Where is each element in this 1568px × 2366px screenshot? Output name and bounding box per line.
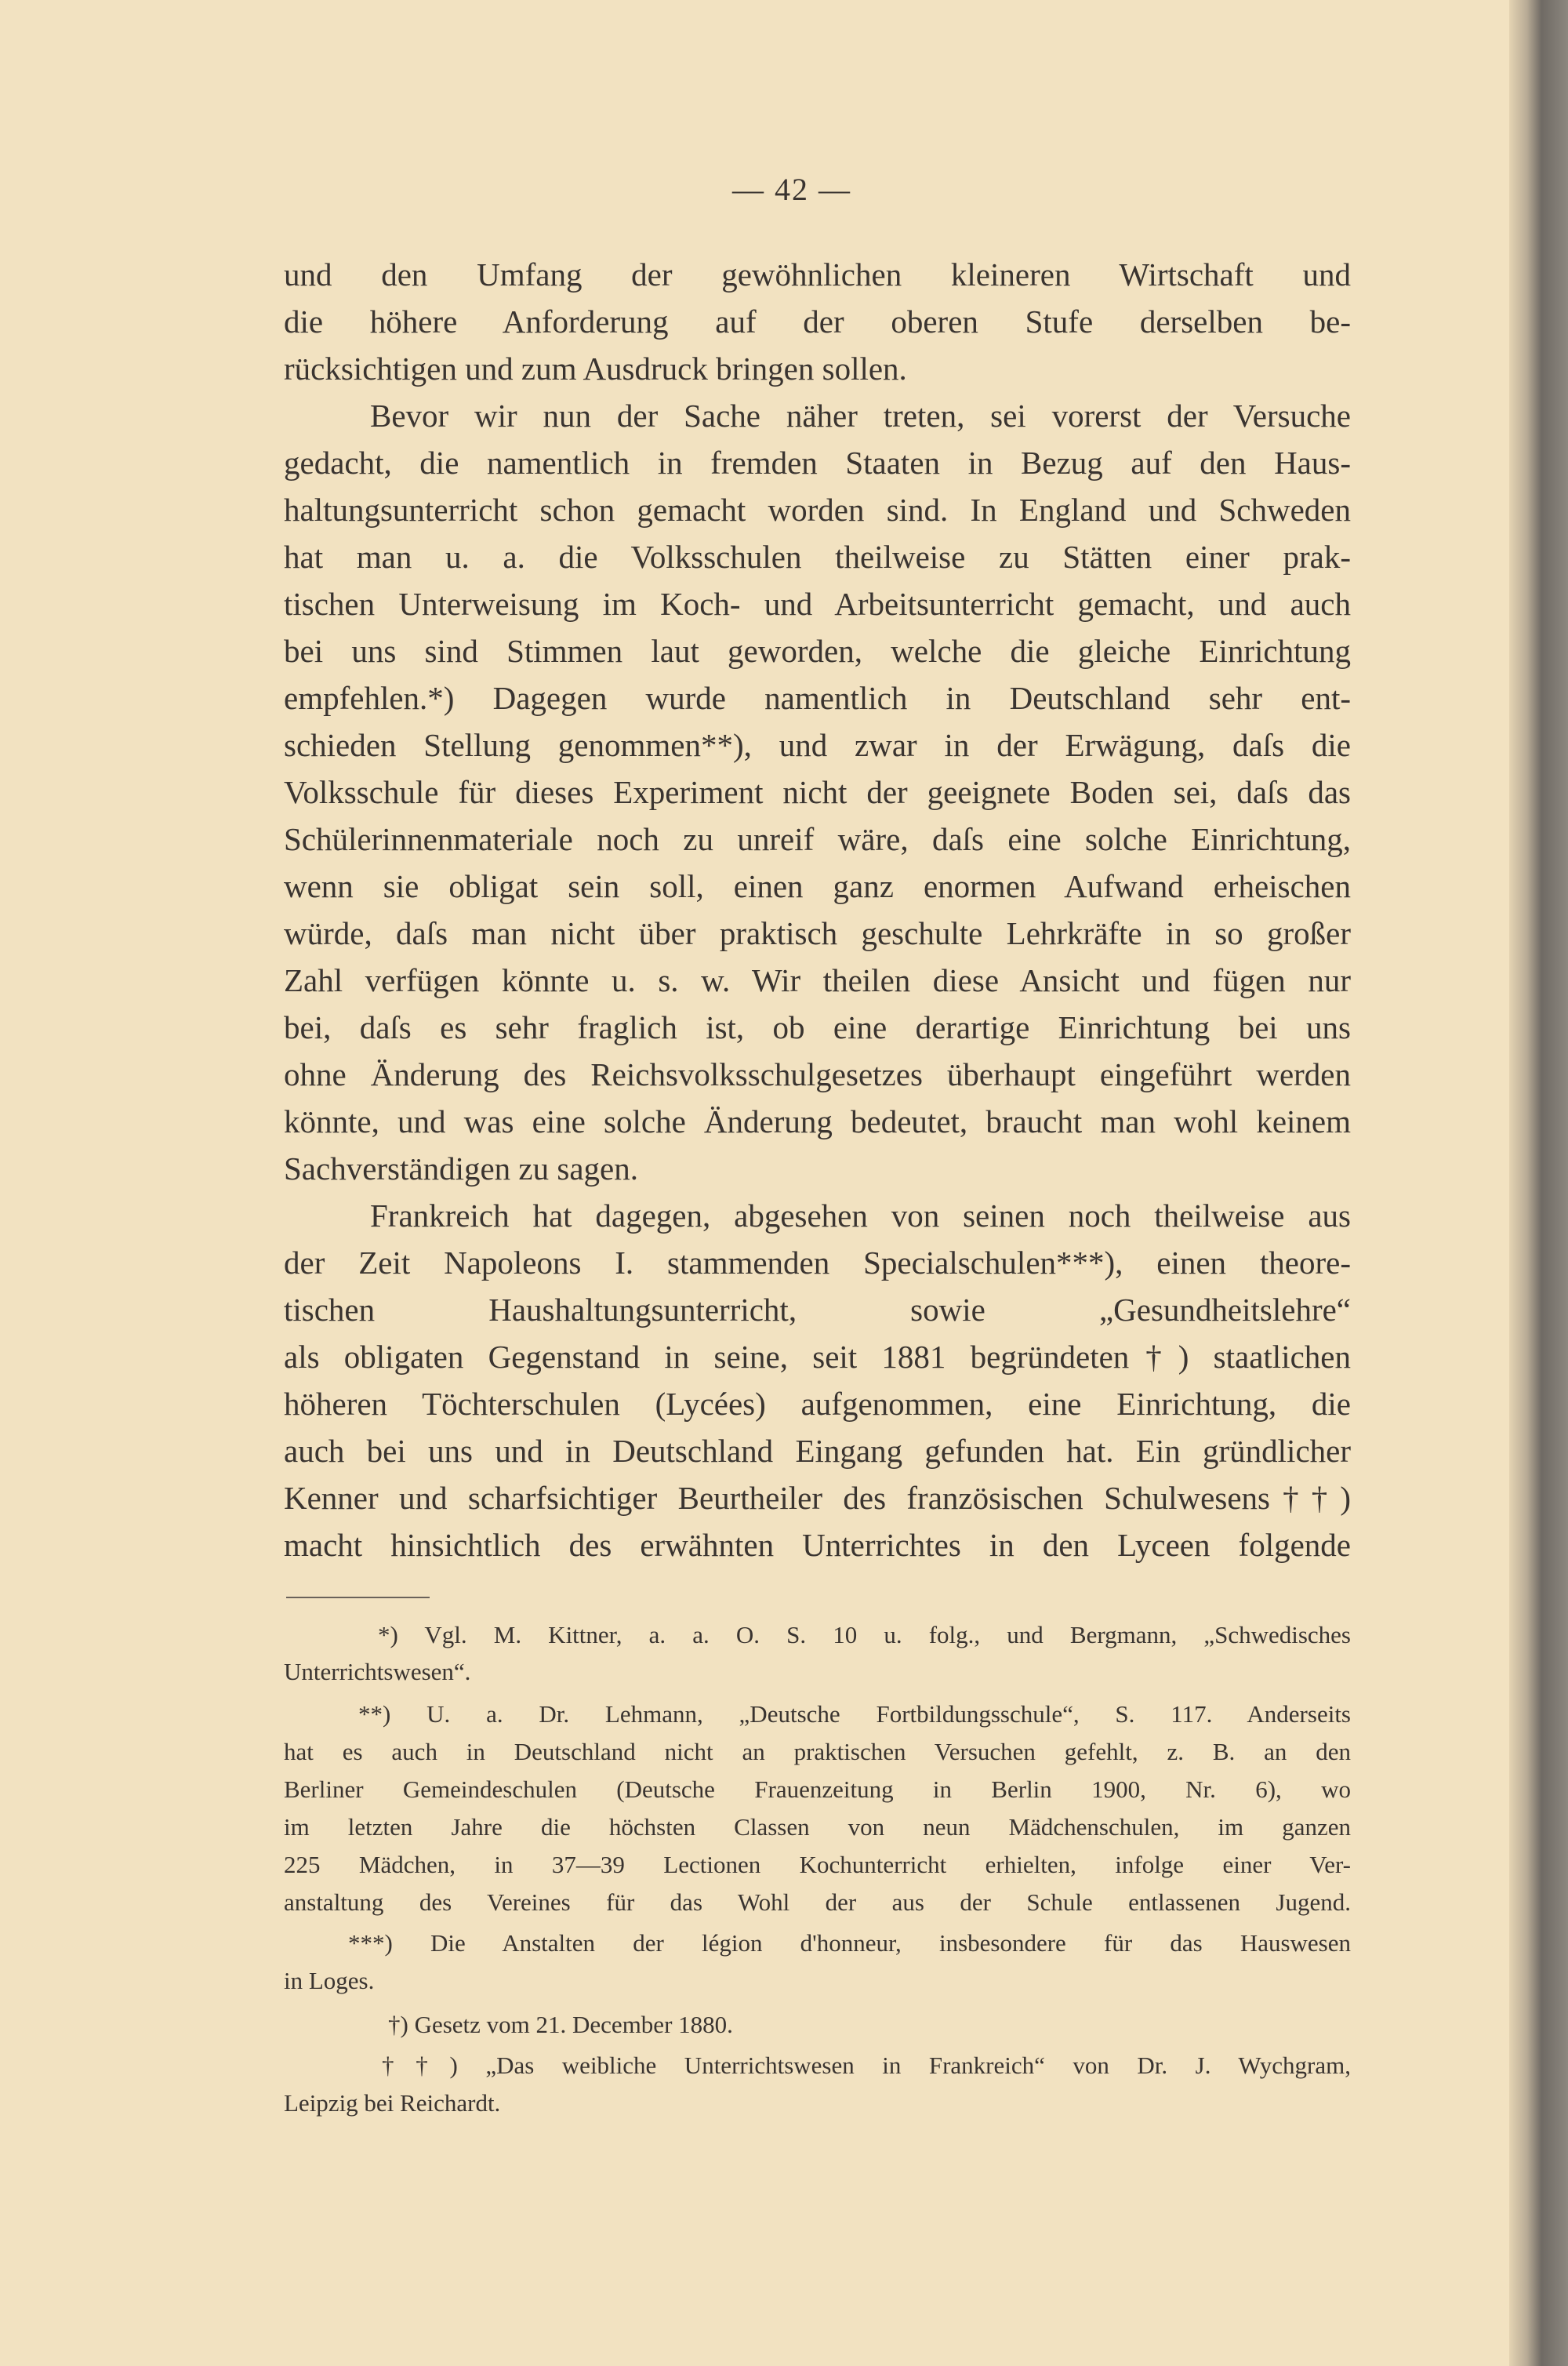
body-line: Zahl verfügen könnte u. s. w. Wir theilen diese Ansicht und fügen nur (284, 962, 1351, 998)
footnote-line: hat es auch in Deutschland nicht an praktischen Versuchen gefehlt, z. B. an den (284, 1738, 1351, 1765)
body-line: Sachverständigen zu sagen. (284, 1150, 638, 1187)
footnote-separator (286, 1597, 430, 1598)
body-line: bei, daſs es sehr fraglich ist, ob eine derartige Einrichtung bei uns (284, 1009, 1351, 1045)
body-line: tischen Unterweisung im Koch- und Arbeitsunterricht gemacht, und auch (284, 586, 1351, 622)
body-line: und den Umfang der gewöhnlichen kleineren Wirtschaft und (284, 256, 1351, 293)
body-line: ohne Änderung des Reichsvolksschulgesetzes überhaupt eingeführt werden (284, 1056, 1351, 1092)
body-line: die höhere Anforderung auf der oberen Stufe derselben be- (284, 303, 1351, 340)
footnote-line: †) Gesetz vom 21. December 1880. (388, 2011, 733, 2038)
body-line: wenn sie obligat sein soll, einen ganz enormen Aufwand erheischen (284, 868, 1351, 904)
body-line: Volksschule für dieses Experiment nicht der geeignete Boden sei, daſs das (284, 774, 1351, 810)
body-line: höheren Töchterschulen (Lycées) aufgenommen, eine Einrichtung, die (284, 1386, 1351, 1422)
body-line: als obligaten Gegenstand in seine, seit 1881 begründeten†) staatlichen (284, 1339, 1351, 1375)
body-line: der Zeit Napoleons I. stammenden Specialschulen***), einen theore- (284, 1245, 1351, 1281)
footnote-line: in Loges. (284, 1967, 375, 1994)
body-line: schieden Stellung genommen**), und zwar in der Erwägung, daſs die (284, 727, 1351, 763)
footnote-line: ††) „Das weibliche Unterrichtswesen in Frankreich“ von Dr. J. Wychgram, (382, 2052, 1351, 2079)
body-line: Kenner und scharfsichtiger Beurtheiler des französischen Schulwesens††) (284, 1480, 1351, 1516)
body-line: würde, daſs man nicht über praktisch geschulte Lehrkräfte in so großer (284, 915, 1351, 951)
body-line: bei uns sind Stimmen laut geworden, welche die gleiche Einrichtung (284, 633, 1351, 669)
footnote-line: Leipzig bei Reichardt. (284, 2089, 501, 2117)
body-line: könnte, und was eine solche Änderung bedeutet, braucht man wohl keinem (284, 1103, 1351, 1139)
page-number: — 42 — (732, 172, 851, 207)
body-line: gedacht, die namentlich in fremden Staaten in Bezug auf den Haus- (284, 445, 1351, 481)
footnote-line: 225 Mädchen, in 37—39 Lectionen Kochunterricht erhielten, infolge einer Ver- (284, 1851, 1351, 1878)
body-line: rücksichtigen und zum Ausdruck bringen sollen. (284, 351, 907, 387)
body-line: empfehlen.*) Dagegen wurde namentlich in Deutschland sehr ent- (284, 680, 1351, 716)
body-line: Schülerinnenmateriale noch zu unreif wäre, daſs eine solche Einrichtung, (284, 821, 1351, 857)
footnote-line: anstaltung des Vereines für das Wohl der aus der Schule entlassenen Jugend. (284, 1888, 1351, 1916)
body-line: haltungsunterricht schon gemacht worden sind. In England und Schweden (284, 492, 1351, 528)
footnote-line: Unterrichtswesen“. (284, 1658, 471, 1685)
footnote-line: Berliner Gemeindeschulen (Deutsche Frauenzeitung in Berlin 1900, Nr. 6), wo (284, 1775, 1351, 1803)
body-line: Frankreich hat dagegen, abgesehen von seinen noch theilweise aus (370, 1198, 1351, 1234)
body-line: macht hinsichtlich des erwähnten Unterrichtes in den Lyceen folgende (284, 1527, 1351, 1563)
footnote-line: im letzten Jahre die höchsten Classen von neun Mädchenschulen, im ganzen (284, 1813, 1351, 1841)
body-line: auch bei uns und in Deutschland Eingang gefunden hat. Ein gründlicher (284, 1433, 1351, 1469)
body-line: hat man u. a. die Volksschulen theilweise zu Stätten einer prak- (284, 539, 1351, 575)
footnote-line: *) Vgl. M. Kittner, a. a. O. S. 10 u. folg., und Bergmann, „Schwedisches (378, 1621, 1351, 1648)
book-binding-edge (1509, 0, 1568, 2366)
footnote-line: ***) Die Anstalten der légion d'honneur, insbesondere für das Hauswesen (348, 1929, 1351, 1957)
footnote-line: **) U. a. Dr. Lehmann, „Deutsche Fortbildungsschule“, S. 117. Anderseits (358, 1700, 1351, 1728)
body-line: Bevor wir nun der Sache näher treten, sei vorerst der Versuche (370, 398, 1351, 434)
body-line: tischen Haushaltungsunterricht, sowie „Gesundheitslehre“ (284, 1292, 1351, 1328)
